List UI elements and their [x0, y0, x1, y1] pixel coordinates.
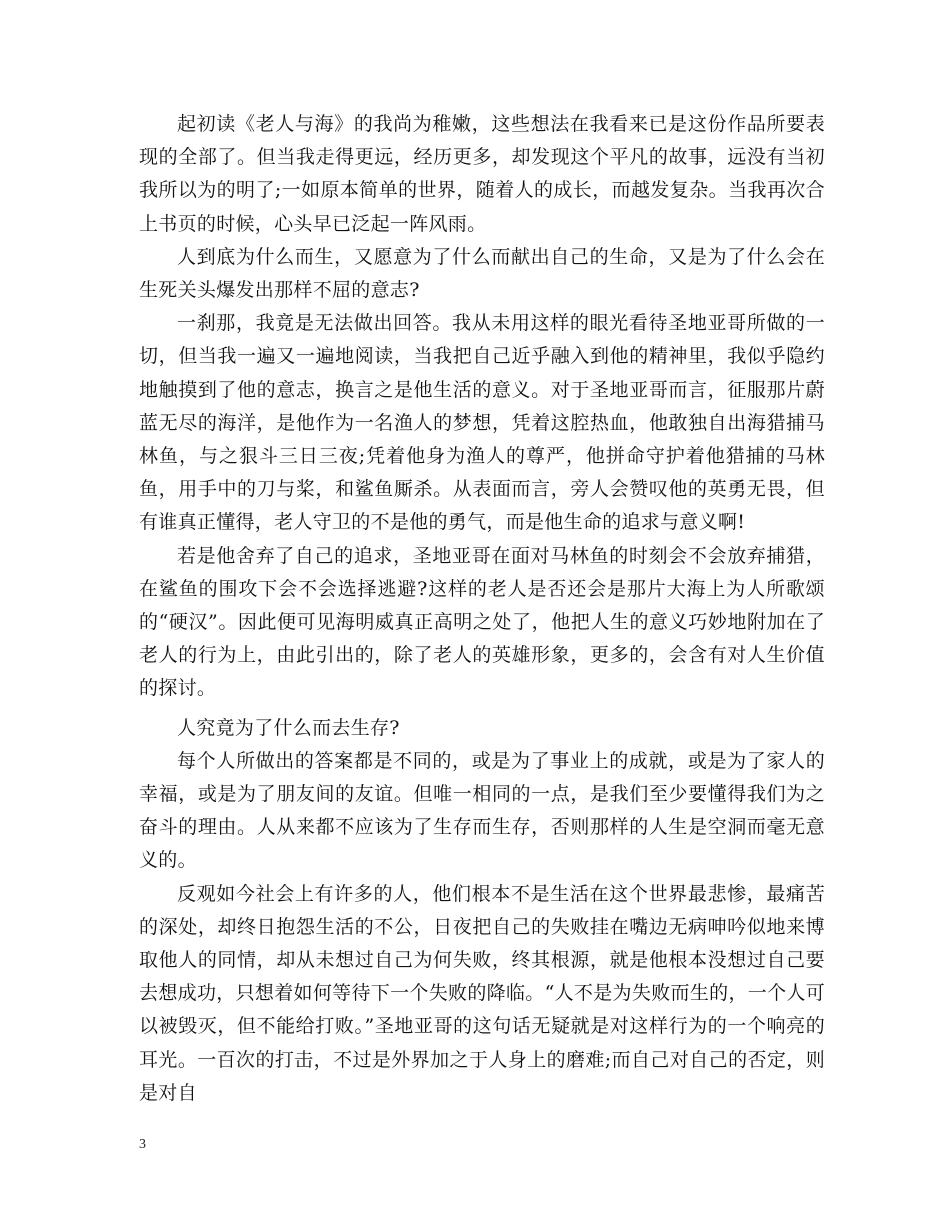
paragraph-1: 起初读《老人与海》的我尚为稚嫩，这些想法在我看来已是这份作品所要表现的全部了。但当我走得更远，经历更多，却发现这个平凡的故事，远没有当初我所以为的明了;一如原本简单的世界，随着人的成长，而越发复杂。当我再次合上书页的时候，心头早已泛起一阵风雨。 [139, 113, 825, 235]
paragraph-3: 一刹那，我竟是无法做出回答。我从未用这样的眼光看待圣地亚哥所做的一切，但当我一遍又一遍地阅读，当我把自己近乎融入到他的精神里，我似乎隐约地触摸到了他的意志，换言之是他生活的意义。对于圣地亚哥而言，征服那片蔚蓝无尽的海洋，是他作为一名渔人的梦想，凭着这腔热血，他敢独自出海猎捕马林鱼，与之狠斗三日三夜;凭着他身为渔人的尊严，他拼命守护着他猎捕的马林鱼，用手中的刀与桨，和鲨鱼厮杀。从表面而言，旁人会赞叹他的英勇无畏，但有谁真正懂得，老人守卫的不是他的勇气，而是他生命的追求与意义啊! [139, 312, 825, 534]
paragraph-4: 若是他舍弃了自己的追求，圣地亚哥在面对马林鱼的时刻会不会放弃捕猎，在鲨鱼的围攻下会不会选择逃避?这样的老人是否还会是那片大海上为人所歌颂的“硬汉”。因此便可见海明威真正高明之处了，他把人生的意义巧妙地附加在了老人的行为上，由此引出的，除了老人的英雄形象，更多的，会含有对人生价值的探讨。 [139, 544, 825, 700]
paragraph-2: 人到底为什么而生，又愿意为了什么而献出自己的生命，又是为了什么会在生死关头爆发出那样不屈的意志? [139, 245, 825, 302]
paragraph-6: 每个人所做出的答案都是不同的，或是为了事业上的成就，或是为了家人的幸福，或是为了朋友间的友谊。但唯一相同的一点，是我们至少要懂得我们为之奋斗的理由。人从来都不应该为了生存而生存，否则那样的人生是空洞而毫无意义的。 [139, 749, 825, 872]
document-body [139, 108, 825, 1110]
page-number: 3 [139, 1137, 146, 1152]
paragraph-7: 反观如今社会上有许多的人，他们根本不是生活在这个世界最悲惨，最痛苦的深处，却终日抱怨生活的不公，日夜把自己的失败挂在嘴边无病呻吟似地来博取他人的同情，却从未想过自己为何失败，终其根源，就是他根本没想过自己要去想成功，只想着如何等待下一个失败的降临。“人不是为失败而生的，一个人可以被毁灭，但不能给打败。”圣地亚哥的这句话无疑就是对这样行为的一个响亮的耳光。一百次的打击，不过是外界加之于人身上的磨难;而自己对自己的否定，则是对自 [139, 882, 825, 1104]
paragraph-5: 人究竟为了什么而去生存? [177, 716, 400, 739]
